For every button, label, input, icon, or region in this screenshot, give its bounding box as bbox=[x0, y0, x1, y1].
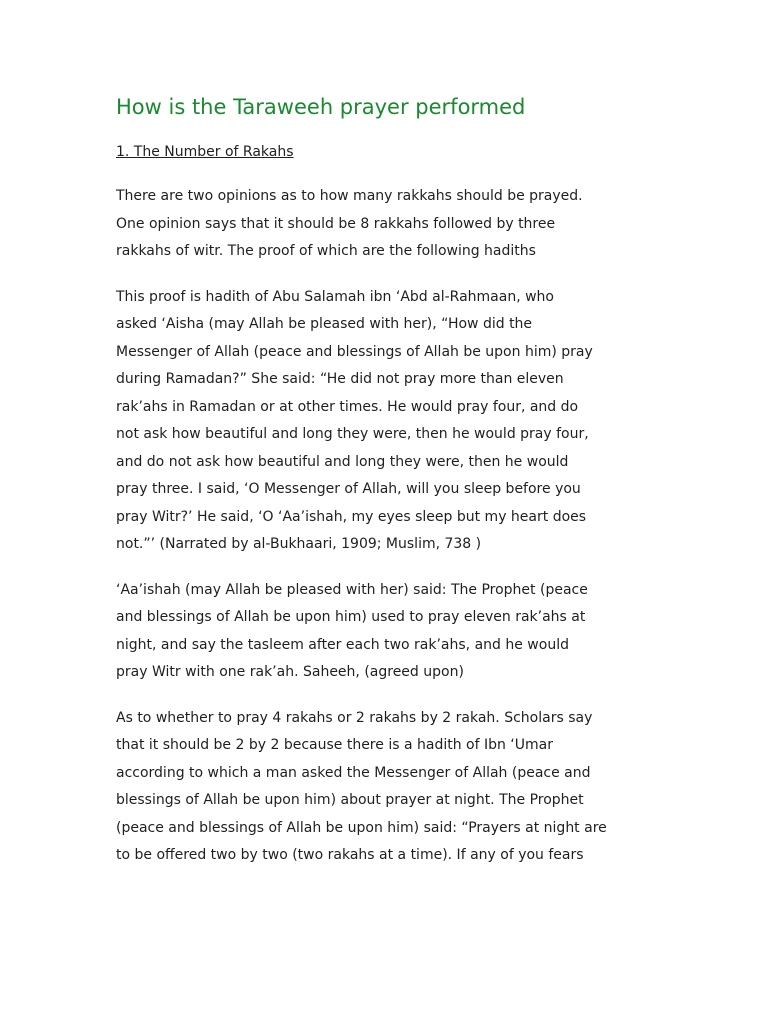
section-heading: 1. The Number of Rakahs bbox=[116, 144, 294, 160]
paragraph: There are two opinions as to how many rakkahs should be prayed. One opinion says that it should be 8 rakkahs followed by three rakkahs of witr. The proof of which are the following hadiths bbox=[116, 188, 583, 259]
paragraph: As to whether to pray 4 rakahs or 2 rakahs by 2 rakah. Scholars say that it should be 2 by 2 because there is a hadith of Ibn ‘Umar according to which a man asked the Messenger of Allah (peace and blessings of Allah be upon him) about prayer at night. The Prophet (peace and blessings of Allah be upon him) said: “Prayers at night are to be offered two by two (two rakahs at a time). If any of you fears bbox=[116, 709, 607, 863]
document-title: How is the Taraweeh prayer performed bbox=[116, 95, 526, 119]
document-page bbox=[116, 90, 661, 870]
paragraph: This proof is hadith of Abu Salamah ibn ‘Abd al-Rahmaan, who asked ‘Aisha (may Allah be pleased with her), “How did the Messenger of Allah (peace and blessings of Allah be upon him) pray during Ramadan?” She said: “He did not pray more than eleven rak’ahs in Ramadan or at other times. He would pray four, and do not ask how beautiful and long they were, then he would pray four, and do not ask how beautiful and long they were, then he would pray three. I said, ‘O Messenger of Allah, will you sleep before you pray Witr?’ He said, ‘O ‘Aa’ishah, my eyes sleep but my heart does not.”’ (Narrated by al-Bukhaari, 1909; Muslim, 738 ) bbox=[116, 288, 593, 552]
paragraph: ‘Aa’ishah (may Allah be pleased with her) said: The Prophet (peace and blessings of Allah be upon him) used to pray eleven rak’ahs at night, and say the tasleem after each two rak’ahs, and he would pray Witr with one rak’ah. Saheeh, (agreed upon) bbox=[116, 581, 588, 680]
